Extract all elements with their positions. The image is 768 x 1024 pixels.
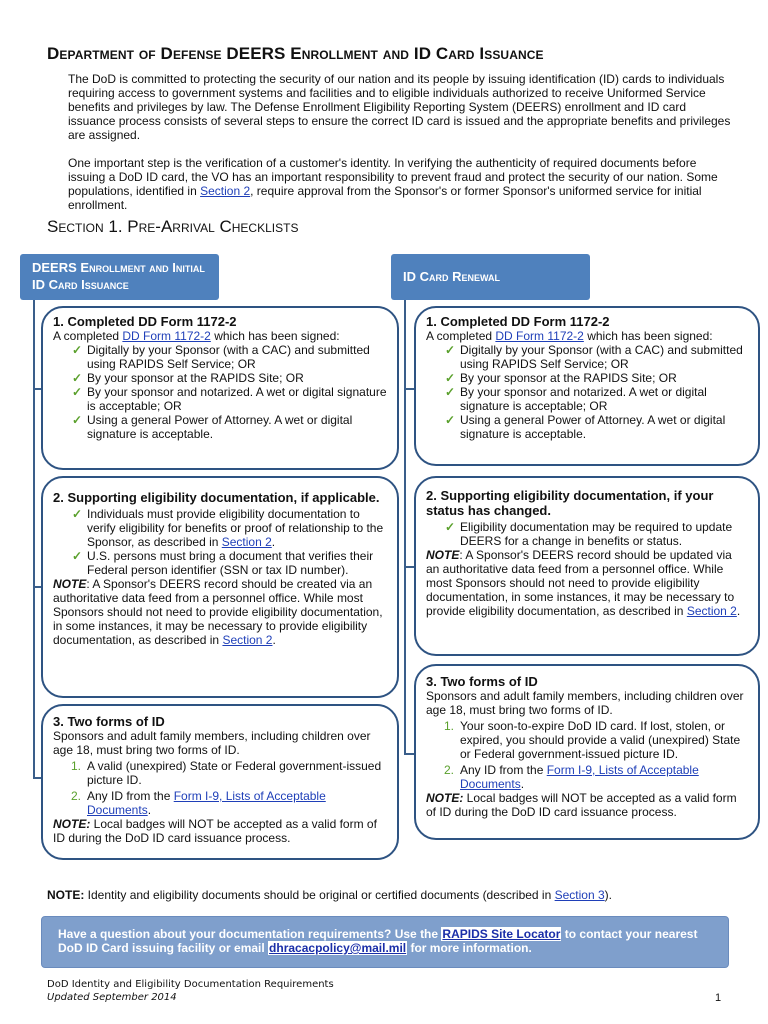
list-number: 1. bbox=[444, 719, 455, 733]
list-item bbox=[426, 385, 748, 413]
right-connector-tick-2 bbox=[404, 566, 414, 568]
note-text: : A Sponsor's DEERS record should be created via an authoritative data feed from a personnel office. While most Sponsors should not need to provide eligibility documentation, in some instances, it may be necessary to provide eligibility documentation, as described in bbox=[53, 577, 383, 647]
intro-paragraph-1: The DoD is committed to protecting the security of our nation and its people by issuing identification (ID) cards to individuals requiring access to government systems and facilities and to eligible individuals authorized to receive Uniformed Service benefits and privileges by law. The Defense Enrollment Eligibility Reporting System (DEERS) enrollment and ID card issuance process consists of several steps to ensure the correct ID card is issued and the appropriate benefits and privileges are assigned. bbox=[68, 72, 731, 142]
card-title: 2. Supporting eligibility documentation, if your status has changed. bbox=[426, 488, 714, 518]
dd-form-1172-2-link[interactable]: DD Form 1172-2 bbox=[495, 329, 584, 343]
list-item bbox=[53, 507, 387, 549]
lead-text-end: which has been signed: bbox=[210, 329, 340, 343]
id-forms-list bbox=[53, 759, 387, 817]
note-text: Local badges will NOT be accepted as a valid form of ID during the DoD ID card issuance process. bbox=[426, 791, 737, 819]
checkmark-icon: ✓ bbox=[72, 385, 83, 399]
note-text: Local badges will NOT be accepted as a valid form of ID during the DoD ID card issuance process. bbox=[53, 817, 377, 845]
list-item bbox=[426, 371, 748, 385]
list-item-text: Using a general Power of Attorney. A wet or digital signature is acceptable. bbox=[460, 413, 726, 441]
form-i9-link[interactable]: Form I-9, Lists of Acceptable Documents bbox=[460, 763, 699, 791]
card-title: 1. Completed DD Form 1172-2 bbox=[426, 314, 610, 329]
intro-p2-text-end: , require approval from the Sponsor's or former Sponsor's uniformed service for initial enrollment. bbox=[68, 184, 702, 212]
lead-text: A completed bbox=[426, 329, 496, 343]
card-lead bbox=[53, 329, 387, 343]
list-item bbox=[53, 549, 387, 577]
note-label: NOTE: bbox=[53, 817, 91, 831]
list-item-text-end: . bbox=[147, 803, 152, 817]
right-card-form-1172 bbox=[414, 306, 760, 466]
list-item-text: Any ID from the bbox=[460, 763, 547, 777]
note-label: NOTE bbox=[53, 577, 87, 591]
checkmark-icon: ✓ bbox=[72, 371, 83, 385]
section-2-link[interactable]: Section 2 bbox=[200, 184, 251, 198]
list-item bbox=[53, 385, 387, 413]
list-item-text: By your sponsor at the RAPIDS Site; OR bbox=[460, 371, 677, 385]
list-item bbox=[53, 759, 387, 787]
section-heading: Section 1. Pre-Arrival Checklists bbox=[47, 217, 299, 236]
right-connector-tick-3 bbox=[404, 753, 414, 755]
list-item bbox=[53, 371, 387, 385]
intro-p2-text: One important step is the verification of a customer's identity. In verifying the authenticity of required documents before issuing a DoD ID card, the VO has an important responsibility to prevent fraud and protect the security of our nation. Some populations, identified in bbox=[68, 156, 718, 198]
page-number: 1 bbox=[715, 992, 722, 1004]
checkmark-icon: ✓ bbox=[72, 343, 83, 357]
list-number: 2. bbox=[71, 789, 82, 803]
list-item-text-end: . bbox=[520, 777, 525, 791]
checkmark-icon: ✓ bbox=[72, 507, 83, 521]
note-text-end: . bbox=[736, 604, 741, 618]
list-item-text: Individuals must provide eligibility documentation to verify eligibility for benefits or proof of relationship to the Sponsor, as described in bbox=[87, 507, 384, 549]
help-callout bbox=[41, 916, 729, 968]
checkmark-icon: ✓ bbox=[445, 520, 456, 534]
checkmark-icon: ✓ bbox=[445, 413, 456, 427]
right-card-two-forms-id bbox=[414, 664, 760, 840]
note-label: NOTE: bbox=[426, 791, 464, 805]
card-title: 3. Two forms of ID bbox=[426, 674, 538, 689]
checkmark-icon: ✓ bbox=[72, 549, 83, 563]
list-item bbox=[426, 719, 748, 761]
section-2-link[interactable]: Section 2 bbox=[686, 604, 737, 618]
right-connector-line bbox=[404, 300, 406, 754]
list-item bbox=[426, 520, 748, 548]
list-item-text: U.S. persons must bring a document that verifies their Federal person identifier (SSN or tax ID number). bbox=[87, 549, 374, 577]
card-title: 3. Two forms of ID bbox=[53, 714, 165, 729]
form-i9-link[interactable]: Form I-9, Lists of Acceptable Documents bbox=[87, 789, 326, 817]
right-connector-tick-1 bbox=[404, 388, 414, 390]
intro-paragraph-2 bbox=[68, 156, 736, 212]
id-card-renewal-header: ID Card Renewal bbox=[391, 254, 590, 300]
list-item bbox=[53, 343, 387, 371]
list-item bbox=[53, 789, 387, 817]
card-lead: Sponsors and adult family members, including children over age 18, must bring two forms of ID. bbox=[53, 729, 371, 757]
signature-options-list bbox=[426, 343, 748, 441]
list-item-text: By your sponsor and notarized. A wet or digital signature is acceptable; OR bbox=[87, 385, 387, 413]
footer-document-title: DoD Identity and Eligibility Documentation Requirements bbox=[47, 979, 334, 990]
left-card-two-forms-id bbox=[41, 704, 399, 860]
note-label: NOTE bbox=[426, 548, 460, 562]
eligibility-list bbox=[426, 520, 748, 548]
card-title: 1. Completed DD Form 1172-2 bbox=[53, 314, 237, 329]
callout-text-end: for more information. bbox=[407, 941, 532, 955]
list-number: 1. bbox=[71, 759, 82, 773]
note-label: NOTE: bbox=[47, 888, 85, 902]
checkmark-icon: ✓ bbox=[445, 343, 456, 357]
deers-enrollment-header: DEERS Enrollment and Initial ID Card Issuance bbox=[20, 254, 219, 300]
note-paragraph bbox=[53, 817, 387, 845]
eligibility-list bbox=[53, 507, 387, 577]
email-link[interactable]: dhracacpolicy@mail.mil bbox=[269, 941, 407, 955]
right-card-eligibility bbox=[414, 476, 760, 656]
note-text-end: . bbox=[272, 633, 276, 647]
page-title: Department of Defense DEERS Enrollment and ID Card Issuance bbox=[47, 44, 544, 63]
list-item bbox=[53, 413, 387, 441]
list-item-text-end: . bbox=[271, 535, 276, 549]
lead-text: A completed bbox=[53, 329, 123, 343]
footer-updated-date: Updated September 2014 bbox=[47, 992, 177, 1003]
note-text-end: ). bbox=[604, 888, 612, 902]
checkmark-icon: ✓ bbox=[445, 371, 456, 385]
note-paragraph bbox=[426, 548, 748, 618]
card-title: 2. Supporting eligibility documentation, if applicable. bbox=[53, 490, 380, 505]
rapids-site-locator-link[interactable]: RAPIDS Site Locator bbox=[442, 927, 561, 941]
signature-options-list bbox=[53, 343, 387, 441]
note-text: : A Sponsor's DEERS record should be updated via an authoritative data feed from a personnel office. While most Sponsors should not need to provide eligibility documentation, in some instances, it may be necessary to provide eligibility documentation, as described in bbox=[426, 548, 735, 618]
section-2-link[interactable]: Section 2 bbox=[222, 633, 273, 647]
list-item-text: Eligibility documentation may be required to update DEERS for a change in benefits or status. bbox=[460, 520, 733, 548]
documents-note bbox=[47, 888, 612, 902]
checkmark-icon: ✓ bbox=[72, 413, 83, 427]
note-text: Identity and eligibility documents should be original or certified documents (described in bbox=[84, 888, 555, 902]
note-paragraph bbox=[53, 577, 387, 647]
checkmark-icon: ✓ bbox=[445, 385, 456, 399]
list-number: 2. bbox=[444, 763, 455, 777]
callout-text-mid: to contact your nearest DoD ID Card issuing facility or email bbox=[58, 927, 698, 955]
note-paragraph bbox=[426, 791, 748, 819]
left-connector-line bbox=[33, 300, 35, 778]
list-item-text: Using a general Power of Attorney. A wet or digital signature is acceptable. bbox=[87, 413, 353, 441]
list-item-text: Digitally by your Sponsor (with a CAC) and submitted using RAPIDS Self Service; OR bbox=[87, 343, 370, 371]
list-item-text: A valid (unexpired) State or Federal government-issued picture ID. bbox=[87, 759, 382, 787]
card-lead: Sponsors and adult family members, including children over age 18, must bring two forms of ID. bbox=[426, 689, 744, 717]
callout-text: Have a question about your documentation requirements? Use the bbox=[58, 927, 442, 941]
list-item-text: Digitally by your Sponsor (with a CAC) and submitted using RAPIDS Self Service; OR bbox=[460, 343, 743, 371]
section-3-link[interactable]: Section 3 bbox=[554, 888, 605, 902]
id-forms-list bbox=[426, 719, 748, 791]
list-item-text: By your sponsor at the RAPIDS Site; OR bbox=[87, 371, 304, 385]
section-2-link[interactable]: Section 2 bbox=[221, 535, 272, 549]
dd-form-1172-2-link[interactable]: DD Form 1172-2 bbox=[122, 329, 211, 343]
left-card-eligibility bbox=[41, 476, 399, 698]
list-item bbox=[426, 413, 748, 441]
list-item bbox=[426, 763, 748, 791]
list-item-text: By your sponsor and notarized. A wet or digital signature is acceptable; OR bbox=[460, 385, 707, 413]
card-lead bbox=[426, 329, 748, 343]
lead-text-end: which has been signed: bbox=[583, 329, 713, 343]
list-item-text: Your soon-to-expire DoD ID card. If lost, stolen, or expired, you should provide a valid (unexpired) State or Federal government-issued picture ID. bbox=[460, 719, 741, 761]
left-card-form-1172 bbox=[41, 306, 399, 470]
list-item bbox=[426, 343, 748, 371]
list-item-text: Any ID from the bbox=[87, 789, 174, 803]
